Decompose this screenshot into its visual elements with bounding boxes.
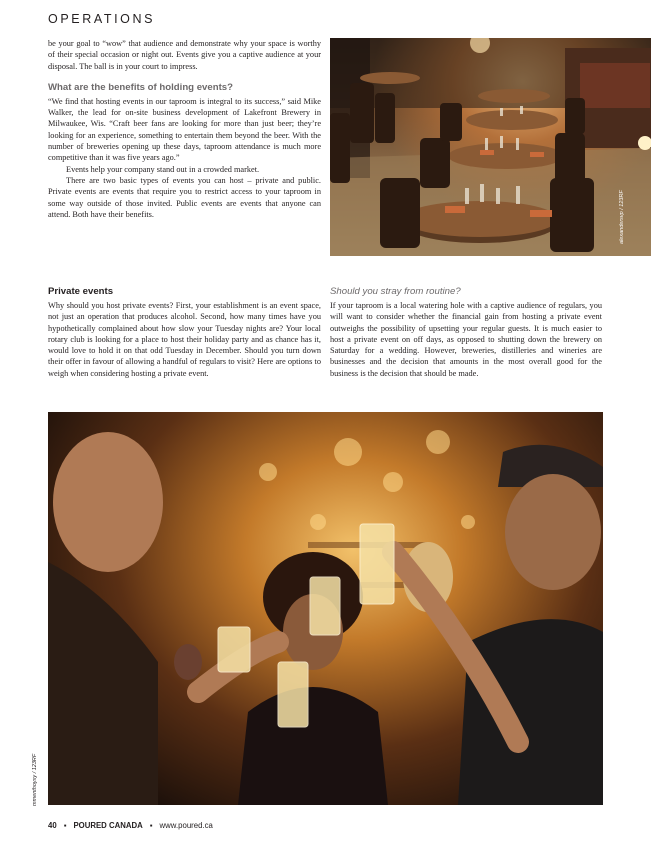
stand-out-paragraph: Events help your company stand out in a crowded market. — [66, 164, 260, 174]
party-photo — [48, 412, 603, 805]
routine-paragraph: If your taproom is a local watering hole with a captive audience of regulars, you will want to consider whether the financial gain from hosting a private event outweighs the possibility of upsetting your regular guests. It is much easier to host a private event on off days, as opposed to shutting down the brewery on Saturday for a wedding. However, breweries, distilleries and wineries are businesses and the decision that amounts in the most overall good for the business is the decision that should be made. — [330, 301, 602, 378]
website-link[interactable]: www.poured.ca — [159, 821, 213, 830]
party-illustration — [48, 412, 603, 805]
heading-private-events: Private events — [48, 286, 114, 297]
heading-stray-from-routine: Should you stray from routine? — [330, 286, 461, 297]
taproom-illustration — [330, 38, 651, 256]
taproom-photo-credit: alexandersvp / 123RF — [619, 190, 625, 244]
intro-paragraph: be your goal to “wow” that audience and demonstrate why your space is worthy of their special occasion or night out. Events give you a captive audience at your disposal. The ball is in your court to impress. — [48, 39, 321, 71]
heading-benefits: What are the benefits of holding events? — [48, 81, 233, 93]
left-column-bottom — [48, 286, 321, 379]
taproom-photo — [330, 38, 651, 256]
page-number: 40 — [48, 821, 57, 830]
left-column-top — [48, 38, 321, 220]
footer-separator: ▪ — [63, 821, 67, 830]
magazine-name: POURED CANADA — [73, 821, 143, 830]
section-label: OPERATIONS — [48, 12, 156, 26]
event-types-paragraph: There are two basic types of events you can host – private and public. Private events are events that require you to restrict access to your taproom in some way outside of those invited. Public events are events that anyone can attend. Both have their benefits. — [48, 175, 321, 219]
private-events-paragraph: Why should you host private events? First, your establishment is an event space, not just an operation that produces alcohol. Second, how many times have you hypothetically complained about how slow your Tuesday nights are? Your local rotary club is looking for a place to host their holiday party and as chance has it, would love to hold it on that odd Tuesday in December. Should you turn down their offer in favour of allowing a handful of regulars to visit? Here are options to weigh when considering hosting a private event. — [48, 301, 321, 378]
footer-separator: ▪ — [149, 821, 153, 830]
quote-paragraph: “We find that hosting events in our taproom is integral to its success,” said Mike Walker, the lead for on-site business development of Lakefront Brewery in Milwaukee, Wis. “Craft beer fans are looking for more than just beer; they’re looking for an experience, something to entertain them beyond the beer. With the number of breweries opening up these days, taproom attendance is much more competitive than it was five years ago.” — [48, 96, 321, 163]
right-column — [330, 286, 602, 379]
party-photo-credit: mmenthoyxy / 123RF — [32, 753, 38, 806]
page-footer — [48, 821, 213, 830]
